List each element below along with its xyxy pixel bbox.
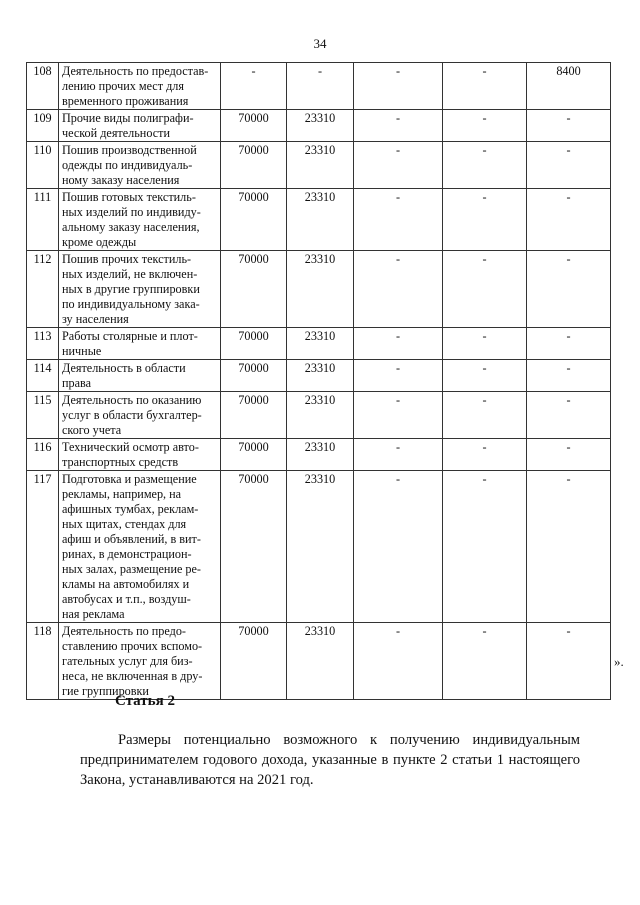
activity-name: [59, 63, 221, 110]
value-cell-3: -: [354, 63, 443, 110]
value-cell-3: -: [354, 251, 443, 328]
activity-name: [59, 623, 221, 700]
table-row: [27, 251, 611, 328]
activity-name-line: Деятельность по предо-: [62, 624, 186, 638]
value-cell-5: -: [527, 328, 611, 360]
row-number: 118: [27, 623, 59, 700]
row-number: 113: [27, 328, 59, 360]
value-cell-2: 23310: [287, 110, 354, 142]
activity-name-line: лению прочих мест для: [62, 79, 184, 93]
value-cell-1: 70000: [221, 439, 287, 471]
activity-name-line: афишных тумбах, реклам-: [62, 502, 199, 516]
row-number: 109: [27, 110, 59, 142]
value-cell-1: 70000: [221, 623, 287, 700]
table-row: [27, 623, 611, 700]
value-cell-3: -: [354, 392, 443, 439]
value-cell-2: 23310: [287, 142, 354, 189]
value-cell-3: -: [354, 623, 443, 700]
value-cell-2: 23310: [287, 471, 354, 623]
activity-name-line: ных изделий, не включен-: [62, 267, 198, 281]
value-cell-4: -: [443, 110, 527, 142]
activity-name-line: гие группировки: [62, 684, 149, 698]
table-row: [27, 471, 611, 623]
activity-name-line: ческой деятельности: [62, 126, 170, 140]
value-cell-1: 70000: [221, 328, 287, 360]
activity-name-line: ского учета: [62, 423, 122, 437]
activity-name-line: ная реклама: [62, 607, 125, 621]
activity-name-line: временного проживания: [62, 94, 189, 108]
value-cell-2: 23310: [287, 251, 354, 328]
activity-name-line: услуг в области бухгалтер-: [62, 408, 202, 422]
value-cell-3: -: [354, 110, 443, 142]
value-cell-2: 23310: [287, 328, 354, 360]
activity-name: [59, 392, 221, 439]
activity-table: [26, 62, 611, 700]
activity-name-line: одежды по индивидуаль-: [62, 158, 193, 172]
value-cell-4: -: [443, 360, 527, 392]
row-number: 110: [27, 142, 59, 189]
table-row: [27, 142, 611, 189]
page-number: 34: [313, 36, 327, 51]
value-cell-2: -: [287, 63, 354, 110]
table-row: [27, 63, 611, 110]
value-cell-1: 70000: [221, 360, 287, 392]
value-cell-1: 70000: [221, 189, 287, 251]
value-cell-1: 70000: [221, 142, 287, 189]
table-row: [27, 392, 611, 439]
activity-name-line: гательных услуг для биз-: [62, 654, 193, 668]
activity-name: [59, 110, 221, 142]
activity-name-line: Пошив прочих текстиль-: [62, 252, 192, 266]
value-cell-4: -: [443, 251, 527, 328]
activity-name-line: афиш и объявлений, в вит-: [62, 532, 201, 546]
activity-name-line: транспортных средств: [62, 455, 179, 469]
value-cell-5: -: [527, 439, 611, 471]
value-cell-4: -: [443, 471, 527, 623]
table-row: [27, 189, 611, 251]
value-cell-2: 23310: [287, 623, 354, 700]
article-title: Статья 2: [115, 693, 175, 709]
activity-name-line: Технический осмотр авто-: [62, 440, 199, 454]
value-cell-5: -: [527, 623, 611, 700]
activity-name-line: Деятельность по предостав-: [62, 64, 209, 78]
activity-name: [59, 328, 221, 360]
value-cell-3: -: [354, 142, 443, 189]
value-cell-4: -: [443, 328, 527, 360]
value-cell-2: 23310: [287, 360, 354, 392]
value-cell-5: -: [527, 360, 611, 392]
activity-name-line: ных щитах, стендах для: [62, 517, 187, 531]
activity-name-line: Деятельность по оказанию: [62, 393, 202, 407]
article-body-text: Размеры потенциально возможного к получению индивидуальным предпринимателем годового дохода, указанные в пункте 2 статьи 1 настоящего Закона, устанавливаются на 2021 год.: [80, 732, 580, 788]
activity-name-line: Прочие виды полиграфи-: [62, 111, 194, 125]
table-row: [27, 360, 611, 392]
value-cell-5: -: [527, 189, 611, 251]
value-cell-1: 70000: [221, 392, 287, 439]
value-cell-1: -: [221, 63, 287, 110]
value-cell-5: -: [527, 142, 611, 189]
row-number: 112: [27, 251, 59, 328]
value-cell-1: 70000: [221, 471, 287, 623]
activity-name-line: права: [62, 376, 92, 390]
activity-name-line: зу населения: [62, 312, 129, 326]
activity-name-line: ных в другие группировки: [62, 282, 200, 296]
activity-name: [59, 471, 221, 623]
activity-name-line: Пошив готовых текстиль-: [62, 190, 196, 204]
activity-name: [59, 142, 221, 189]
value-cell-5: -: [527, 471, 611, 623]
table-row: [27, 110, 611, 142]
value-cell-4: -: [443, 392, 527, 439]
value-cell-3: -: [354, 360, 443, 392]
activity-name-line: кроме одежды: [62, 235, 137, 249]
value-cell-1: 70000: [221, 251, 287, 328]
activity-name-line: Работы столярные и плот-: [62, 329, 198, 343]
row-number: 117: [27, 471, 59, 623]
activity-name: [59, 439, 221, 471]
value-cell-4: -: [443, 189, 527, 251]
activity-name-line: ставлению прочих вспомо-: [62, 639, 203, 653]
activity-name: [59, 189, 221, 251]
activity-name-line: ринах, в демонстрацион-: [62, 547, 192, 561]
value-cell-5: -: [527, 392, 611, 439]
activity-name-line: ничные: [62, 344, 102, 358]
activity-name-line: ных залах, размещение ре-: [62, 562, 201, 576]
row-number: 115: [27, 392, 59, 439]
closing-quote: ».: [614, 654, 624, 669]
value-cell-3: -: [354, 189, 443, 251]
value-cell-2: 23310: [287, 439, 354, 471]
row-number: 111: [27, 189, 59, 251]
activity-name-line: Деятельность в области: [62, 361, 186, 375]
activity-name-line: Подготовка и размещение: [62, 472, 197, 486]
value-cell-5: 8400: [527, 63, 611, 110]
activity-name-line: ному заказу населения: [62, 173, 180, 187]
activity-name-line: рекламы, например, на: [62, 487, 182, 501]
value-cell-2: 23310: [287, 189, 354, 251]
value-cell-1: 70000: [221, 110, 287, 142]
value-cell-4: -: [443, 439, 527, 471]
value-cell-4: -: [443, 142, 527, 189]
table-row: [27, 439, 611, 471]
activity-name-line: неса, не включенная в дру-: [62, 669, 203, 683]
value-cell-4: -: [443, 623, 527, 700]
value-cell-3: -: [354, 328, 443, 360]
activity-name: [59, 360, 221, 392]
value-cell-2: 23310: [287, 392, 354, 439]
row-number: 116: [27, 439, 59, 471]
value-cell-3: -: [354, 439, 443, 471]
value-cell-4: -: [443, 63, 527, 110]
row-number: 108: [27, 63, 59, 110]
value-cell-3: -: [354, 471, 443, 623]
value-cell-5: -: [527, 251, 611, 328]
row-number: 114: [27, 360, 59, 392]
activity-name-line: ных изделий по индивиду-: [62, 205, 201, 219]
activity-name-line: автобусах и т.п., воздуш-: [62, 592, 191, 606]
activity-name: [59, 251, 221, 328]
activity-name-line: по индивидуальному зака-: [62, 297, 200, 311]
table-row: [27, 328, 611, 360]
activity-name-line: альному заказу населения,: [62, 220, 200, 234]
activity-name-line: кламы на автомобилях и: [62, 577, 190, 591]
value-cell-5: -: [527, 110, 611, 142]
activity-name-line: Пошив производственной: [62, 143, 197, 157]
